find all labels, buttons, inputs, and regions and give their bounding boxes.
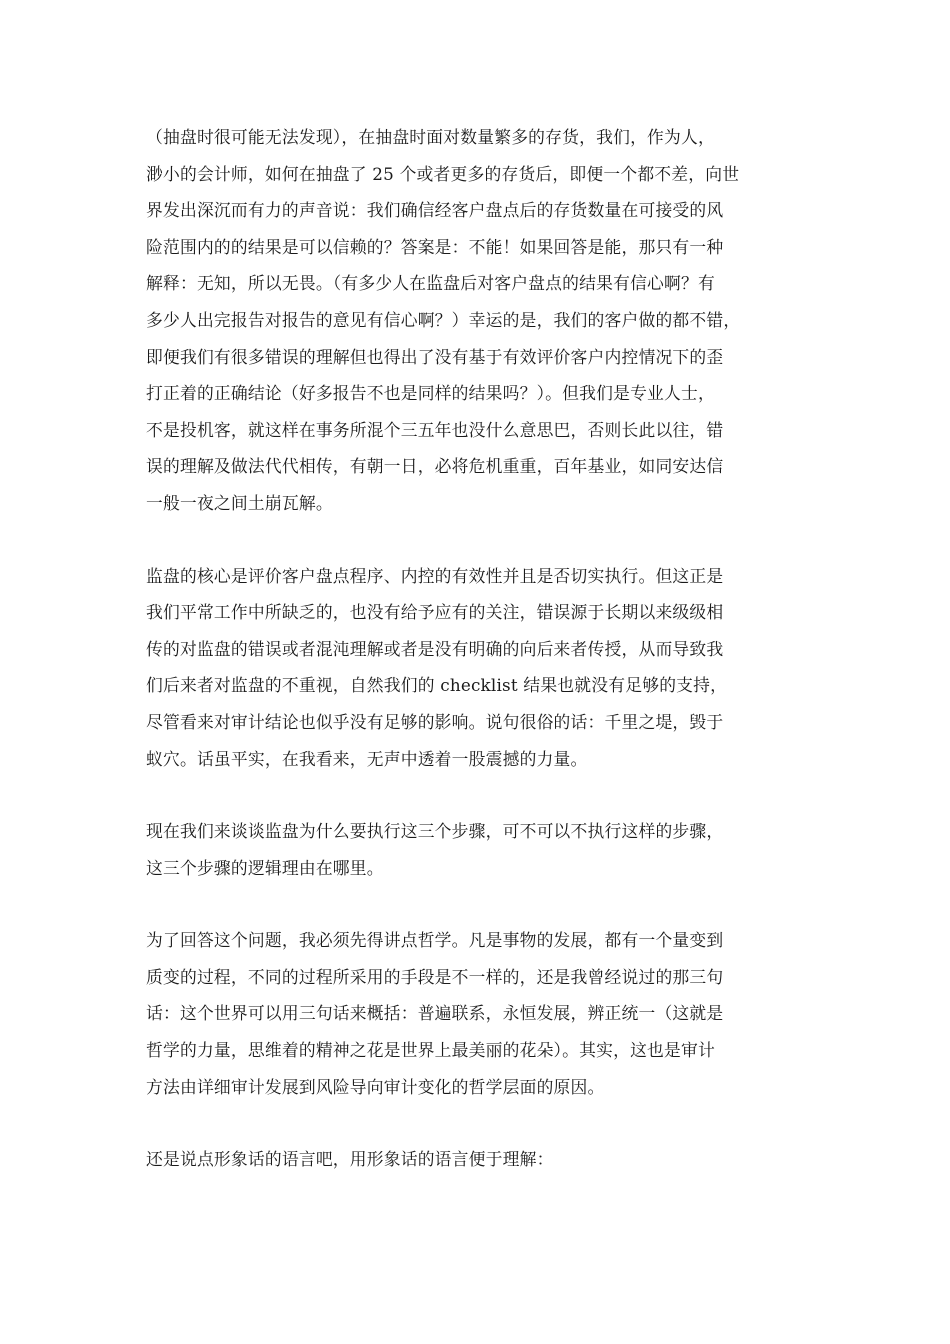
text-line: 解释：无知，所以无畏。（有多少人在监盘后对客户盘点的结果有信心啊？有 (146, 273, 715, 294)
text-line: 话：这个世界可以用三句话来概括：普遍联系，永恒发展，辨正统一（这就是 (146, 1003, 724, 1024)
text-line: 这三个步骤的逻辑理由在哪里。 (146, 857, 384, 878)
paragraph-5 (146, 1141, 836, 1178)
text-line: 还是说点形象话的语言吧，用形象话的语言便于理解： (146, 1149, 554, 1170)
text-line: 尽管看来对审计结论也似乎没有足够的影响。说句很俗的话：千里之堤，毁于 (146, 711, 724, 732)
document-body (146, 119, 836, 1214)
text-line: 险范围内的的结果是可以信赖的？答案是：不能！如果回答是能，那只有一种 (146, 236, 724, 257)
text-line: 监盘的核心是评价客户盘点程序、内控的有效性并且是否切实执行。但这正是 (146, 565, 724, 586)
text-line: 们后来者对监盘的不重视，自然我们的 checklist 结果也就没有足够的支持， (146, 675, 728, 696)
text-line: 蚁穴。话虽平实，在我看来，无声中透着一股震撼的力量。 (146, 748, 588, 769)
paragraph-3 (146, 813, 836, 886)
text-line: 为了回答这个问题，我必须先得讲点哲学。凡是事物的发展，都有一个量变到 (146, 930, 724, 951)
text-line: 现在我们来谈谈监盘为什么要执行这三个步骤，可不可以不执行这样的步骤， (146, 821, 724, 842)
text-line: 一般一夜之间土崩瓦解。 (146, 492, 333, 513)
text-line: 我们平常工作中所缺乏的，也没有给予应有的关注，错误源于长期以来级级相 (146, 602, 724, 623)
text-line: （抽盘时很可能无法发现），在抽盘时面对数量繁多的存货，我们，作为人， (146, 127, 715, 147)
paragraph-1 (146, 119, 836, 522)
text-line: 界发出深沉而有力的声音说：我们确信经客户盘点后的存货数量在可接受的风 (146, 200, 724, 221)
text-line: 误的理解及做法代代相传，有朝一日，必将危机重重，百年基业，如同安达信 (146, 456, 724, 477)
text-line: 方法由详细审计发展到风险导向审计变化的哲学层面的原因。 (146, 1076, 605, 1097)
text-line: 多少人出完报告对报告的意见有信心啊？）幸运的是，我们的客户做的都不错， (146, 309, 741, 330)
text-line: 传的对监盘的错误或者混沌理解或者是没有明确的向后来者传授，从而导致我 (146, 638, 724, 659)
text-line: 哲学的力量，思维着的精神之花是世界上最美丽的花朵）。其实，这也是审计 (146, 1040, 715, 1061)
text-line: 不是投机客，就这样在事务所混个三五年也没什么意思巴，否则长此以往，错 (146, 419, 724, 440)
paragraph-2 (146, 558, 836, 778)
paragraph-4 (146, 922, 836, 1105)
text-line: 打正着的正确结论（好多报告不也是同样的结果吗？）。但我们是专业人士， (146, 383, 715, 404)
text-line: 渺小的会计师，如何在抽盘了 25 个或者更多的存货后，即便一个都不差，向世 (146, 163, 740, 184)
text-line: 即便我们有很多错误的理解但也得出了没有基于有效评价客户内控情况下的歪 (146, 346, 724, 367)
text-line: 质变的过程，不同的过程所采用的手段是不一样的，还是我曾经说过的那三句 (146, 966, 724, 987)
